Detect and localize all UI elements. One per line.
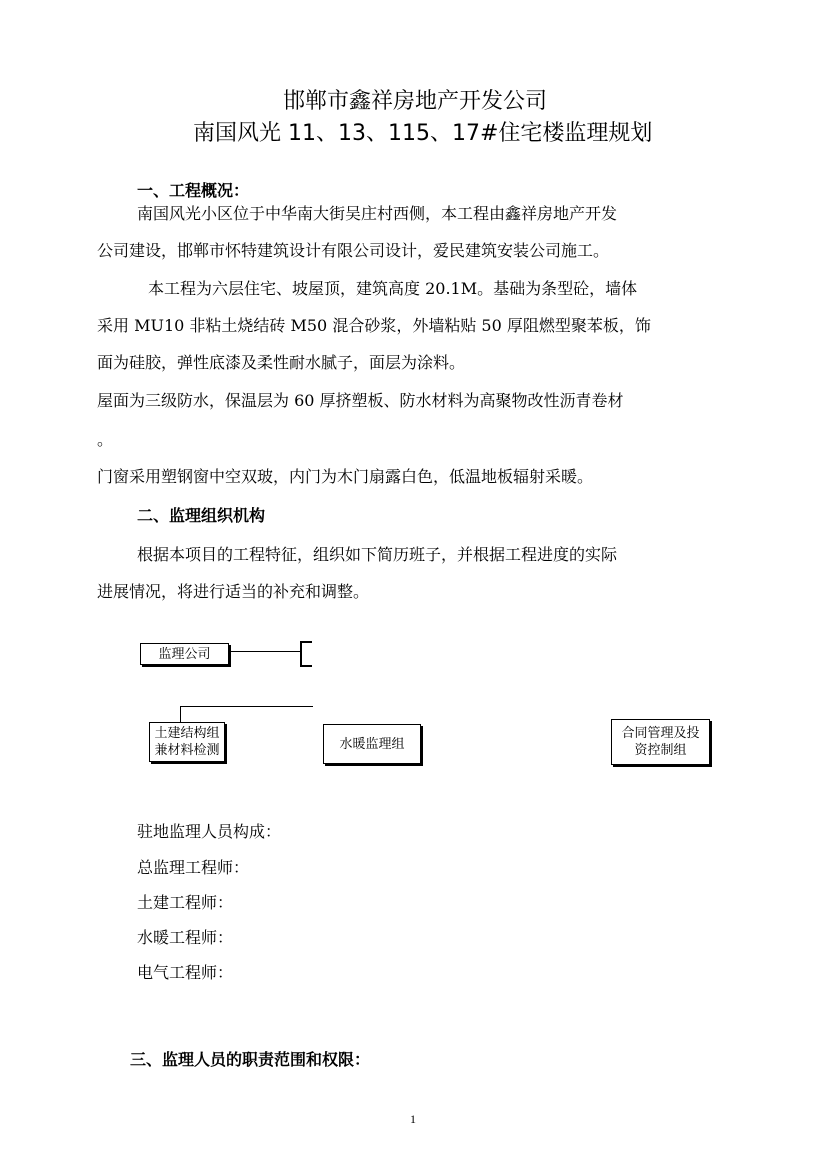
section1-paragraph-line: 南国风光小区位于中华南大街吴庄村西侧，本工程由鑫祥房地产开发 xyxy=(137,204,618,223)
org-box-hvac xyxy=(323,724,421,764)
section1-paragraph-line: 。 xyxy=(97,430,114,449)
connector-bracket xyxy=(300,641,312,643)
connector-bracket xyxy=(300,641,302,667)
org-box-contract-investment xyxy=(611,719,710,765)
section2-heading: 二、监理组织机构 xyxy=(137,506,266,525)
section1-paragraph-line: 采用 MU10 非粘土烧结砖 M50 混合砂浆，外墙粘贴 50 厚阻燃型聚苯板，饰 xyxy=(97,316,651,335)
section1-paragraph-line: 门窗采用塑钢窗中空双玻，内门为木门扇露白色，低温地板辐射采暖。 xyxy=(97,467,594,486)
org-box-label: 兼材料检测 xyxy=(154,743,220,758)
connector-bracket xyxy=(300,665,312,667)
staff-electrical-engineer: 电气工程师： xyxy=(137,963,234,982)
org-box-label: 合同管理及投 xyxy=(621,726,700,741)
page-number: 1 xyxy=(410,1112,416,1126)
document-title-line2: 南国风光 11、13、115、17#住宅楼监理规划 xyxy=(193,121,653,146)
section1-heading: 一、工程概况： xyxy=(137,181,250,200)
section1-paragraph-line: 面为硅胶，弹性底漆及柔性耐水腻子，面层为涂料。 xyxy=(97,353,466,372)
section2-paragraph-line: 根据本项目的工程特征，组织如下简历班子，并根据工程进度的实际 xyxy=(137,545,618,564)
org-box-label: 监理公司 xyxy=(158,646,211,662)
org-box-supervision-company xyxy=(140,643,229,665)
org-box-label: 水暖监理组 xyxy=(339,736,405,752)
section1-paragraph-line: 屋面为三级防水，保温层为 60 厚挤塑板、防水材料为高聚物改性沥青卷材 xyxy=(97,391,624,410)
connector-line xyxy=(180,706,181,722)
staff-intro: 驻地监理人员构成： xyxy=(137,822,282,841)
org-box-label: 土建结构组 xyxy=(154,726,220,741)
staff-hvac-engineer: 水暖工程师： xyxy=(137,928,234,947)
org-box-civil-structure xyxy=(149,722,225,762)
section1-paragraph-line: 公司建设，邯郸市怀特建筑设计有限公司设计，爱民建筑安装公司施工。 xyxy=(97,241,610,260)
section2-paragraph-line: 进展情况，将进行适当的补充和调整。 xyxy=(97,582,370,601)
document-title-line1: 邯郸市鑫祥房地产开发公司 xyxy=(283,89,548,114)
connector-line xyxy=(181,706,313,707)
connector-line xyxy=(229,651,300,652)
org-box-label: 资控制组 xyxy=(634,743,687,758)
staff-chief-engineer: 总监理工程师： xyxy=(137,858,250,877)
staff-civil-engineer: 土建工程师： xyxy=(137,893,234,912)
section3-heading: 三、监理人员的职责范围和权限： xyxy=(130,1050,371,1069)
section1-paragraph-line: 本工程为六层住宅、坡屋顶，建筑高度 20.1M。基础为条型砼，墙体 xyxy=(148,279,638,298)
